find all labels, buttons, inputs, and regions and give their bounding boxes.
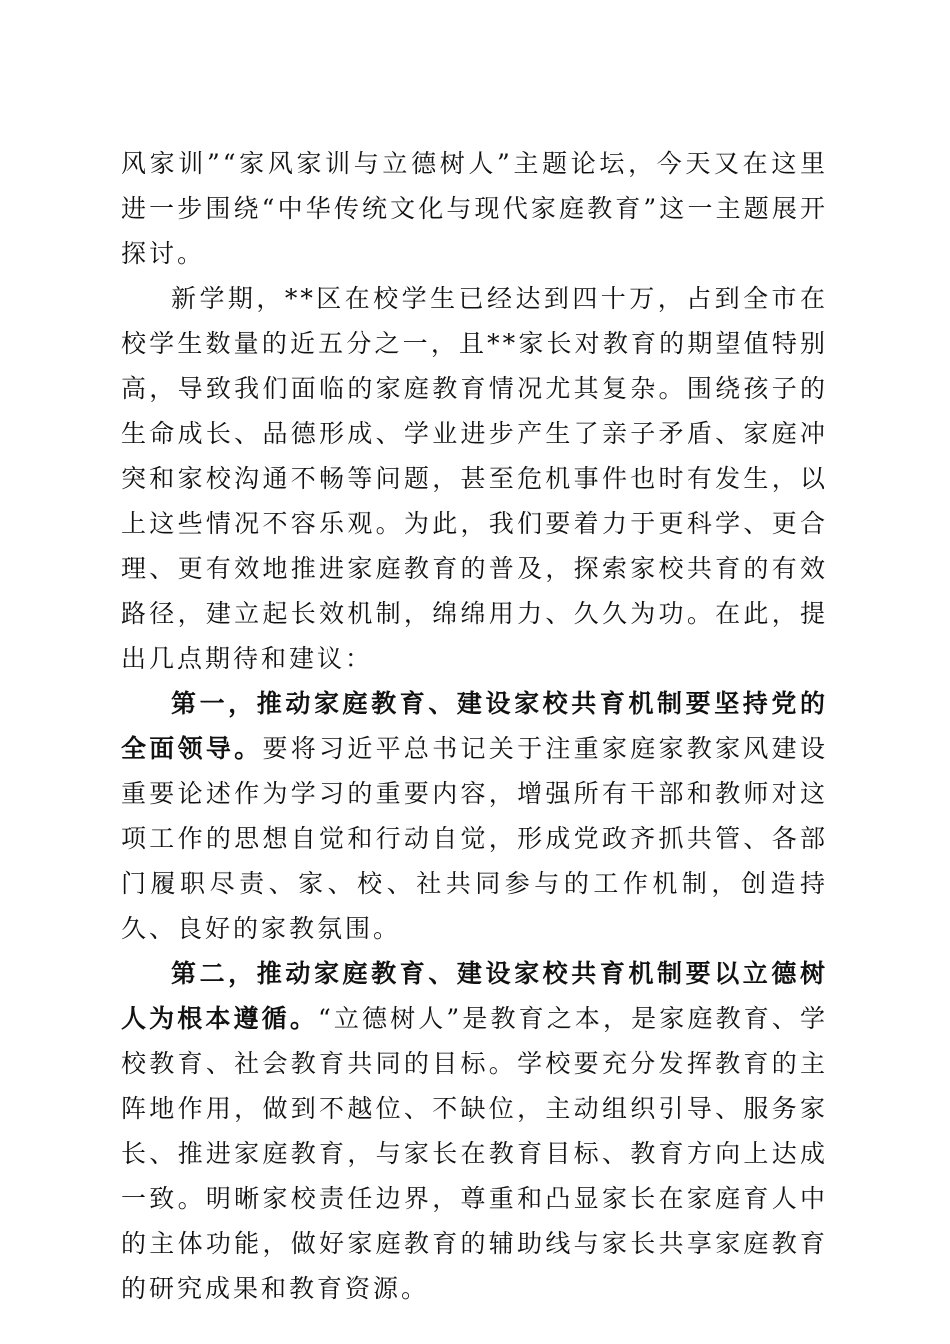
document-body bbox=[121, 141, 828, 1311]
paragraph-lead: 第二，推动家庭教育、建设家校共育机制要以立德树人为根本遵循。 bbox=[121, 959, 828, 1033]
paragraph-text: 新学期，**区在校学生已经达到四十万，占到全市在校学生数量的近五分之一，且**家长对教育的期望值特别高，导致我们面临的家庭教育情况尤其复杂。围绕孩子的生命成长、品德形成、学业进步产生了亲子矛盾、家庭冲突和家校沟通不畅等问题，甚至危机事件也时有发生，以上这些情况不容乐观。为此，我们要着力于更科学、更合理、更有效地推进家庭教育的普及，探索家校共育的有效路径，建立起长效机制，绵绵用力、久久为功。在此，提出几点期待和建议： bbox=[121, 284, 828, 673]
paragraph-new-semester bbox=[121, 276, 828, 681]
paragraph-text: 要将习近平总书记关于注重家庭家教家风建设重要论述作为学习的重要内容，增强所有干部和教师对这项工作的思想自觉和行动自觉，形成党政齐抓共管、各部门履职尽责、家、校、社共同参与的工作机制，创造持久、良好的家教氛围。 bbox=[121, 734, 828, 943]
paragraph-text: “立德树人”是教育之本，是家庭教育、学校教育、社会教育共同的目标。学校要充分发挥教育的主阵地作用，做到不越位、不缺位，主动组织引导、服务家长、推进家庭教育，与家长在教育目标、教育方向上达成一致。明晰家校责任边界，尊重和凸显家长在家庭育人中的主体功能，做好家庭教育的辅助线与家长共享家庭教育的研究成果和教育资源。 bbox=[121, 1004, 828, 1303]
paragraph-point-two bbox=[121, 951, 828, 1311]
paragraph-point-one bbox=[121, 681, 828, 951]
paragraph-text: 风家训”“家风家训与立德树人”主题论坛，今天又在这里进一步围绕“中华传统文化与现代家庭教育”这一主题展开探讨。 bbox=[121, 149, 828, 268]
paragraph-intro-continuation bbox=[121, 141, 828, 276]
paragraph-lead: 第一，推动家庭教育、建设家校共育机制要坚持党的全面领导。 bbox=[121, 689, 828, 763]
